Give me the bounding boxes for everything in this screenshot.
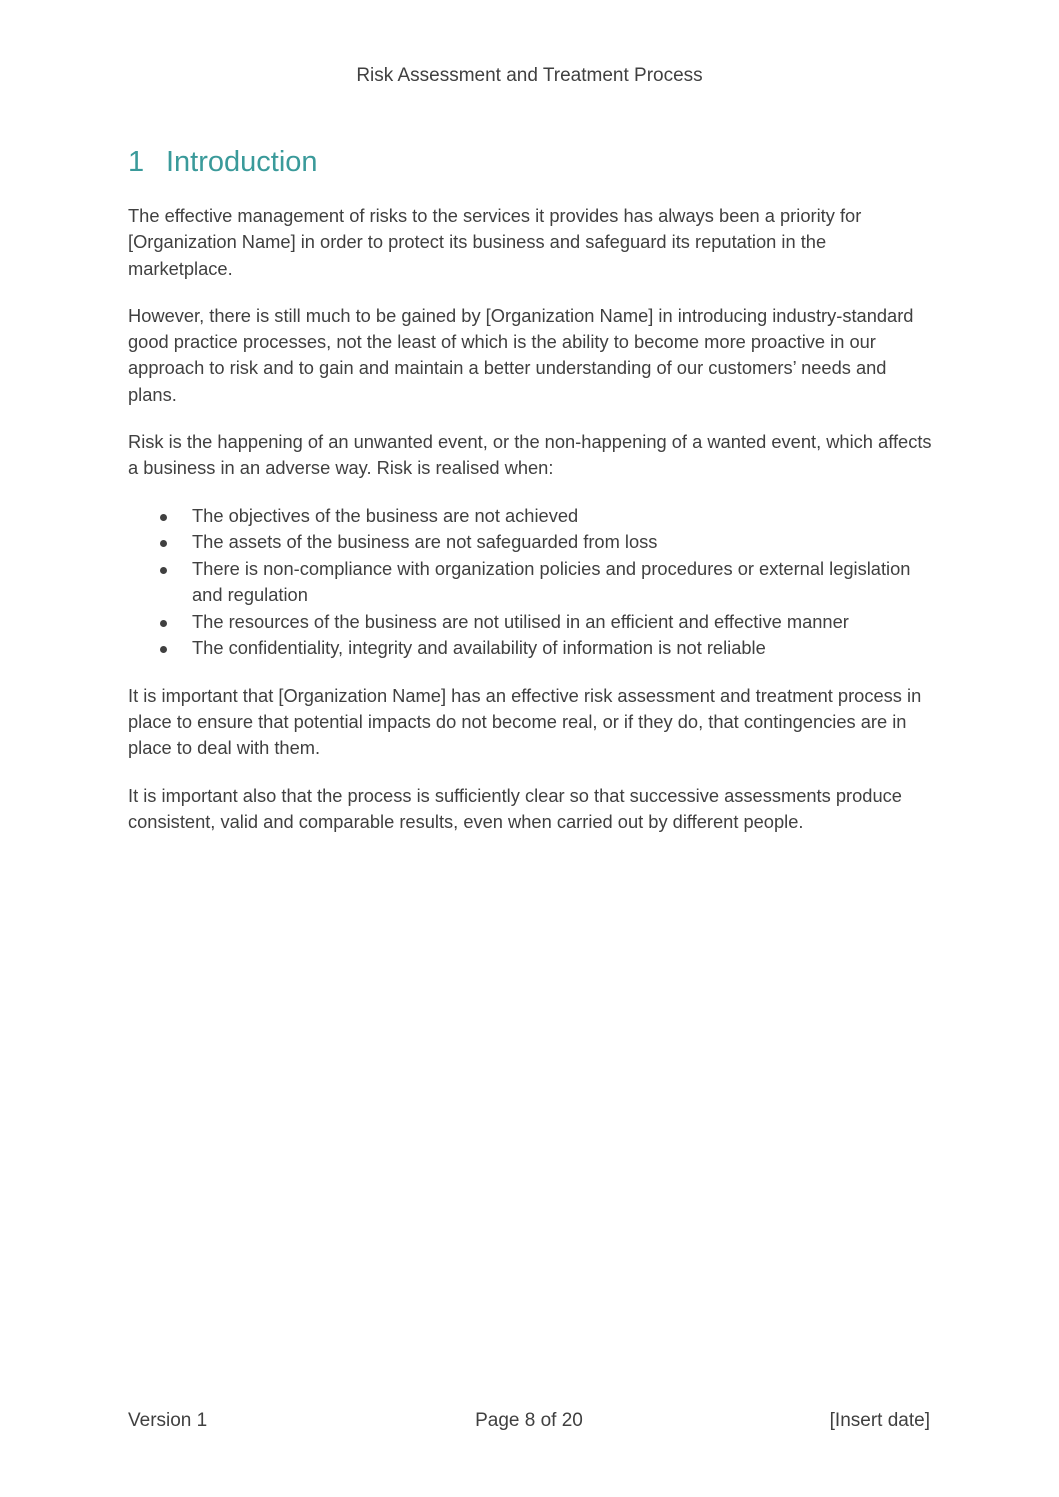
list-item-text: The objectives of the business are not achieved: [192, 504, 579, 526]
list-item: [192, 529, 934, 556]
bullet-icon: [160, 540, 167, 547]
section-number: 1: [128, 146, 145, 178]
footer-version: Version 1: [128, 1410, 208, 1431]
bullet-icon: [160, 567, 167, 574]
document-body: [128, 143, 934, 856]
bullet-list: [128, 503, 934, 662]
section-heading: [128, 143, 934, 181]
paragraph: It is important that [Organization Name] has an effective risk assessment and treatment process in place to ensure that potential impacts do not become real, or if they do, that contingencies are in place to deal with them.: [128, 684, 922, 759]
paragraph: However, there is still much to be gained by [Organization Name] in introducing industry-standard good practice processes, not the least of which is the ability to become more proactive in our approach to risk and to gain and maintain a better understanding of our customers’ needs and plans.: [128, 304, 914, 405]
bullet-icon: [160, 646, 167, 653]
list-item: [192, 503, 934, 530]
page-header: Risk Assessment and Treatment Process: [356, 65, 703, 86]
list-item: [192, 556, 934, 609]
list-item: [192, 635, 934, 662]
list-item-text: There is non-compliance with organization policies and procedures or external legislation and regulation: [192, 557, 911, 606]
paragraph: The effective management of risks to the services it provides has always been a priority for [Organization Name] in order to protect its business and safeguard its reputation in the marketplace.: [128, 205, 862, 279]
list-item: [192, 609, 934, 636]
footer-date: [Insert date]: [829, 1410, 930, 1431]
list-item-text: The confidentiality, integrity and availability of information is not reliable: [192, 637, 766, 659]
bullet-icon: [160, 620, 167, 627]
footer-page-number: Page 8 of 20: [475, 1410, 583, 1431]
section-title: Introduction: [166, 146, 318, 178]
paragraph: It is important also that the process is sufficiently clear so that successive assessments produce consistent, valid and comparable results, even when carried out by different people.: [128, 784, 902, 832]
paragraph: Risk is the happening of an unwanted event, or the non-happening of a wanted event, which affects a business in an adverse way. Risk is realised when:: [128, 431, 932, 479]
list-item-text: The resources of the business are not utilised in an efficient and effective manner: [192, 610, 849, 632]
list-item-text: The assets of the business are not safeguarded from loss: [192, 531, 658, 553]
bullet-icon: [160, 514, 167, 521]
